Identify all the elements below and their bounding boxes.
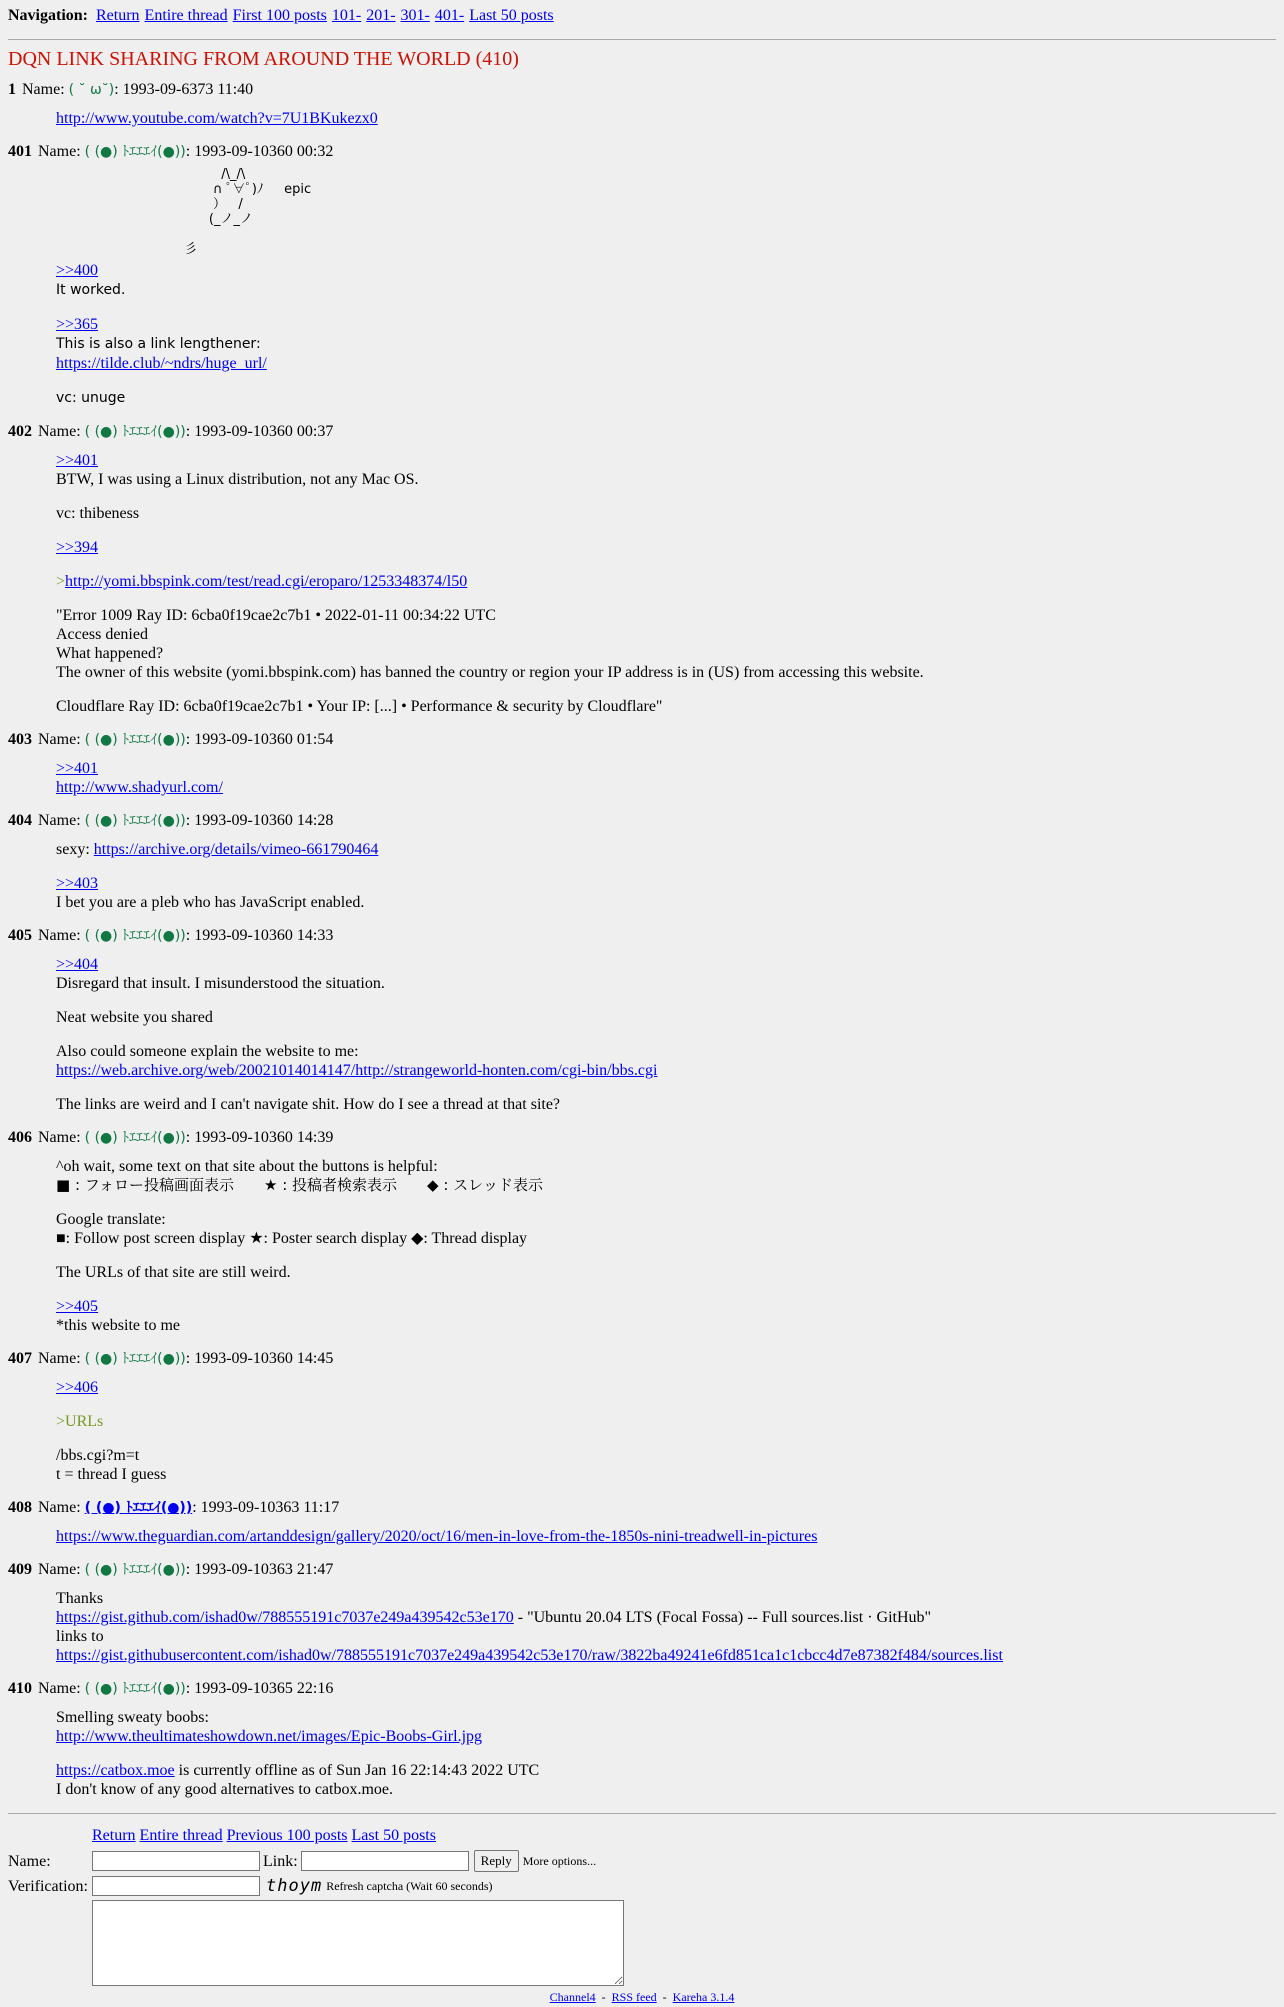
post-text: *this website to me [56, 1317, 180, 1334]
name-label: Name: [22, 81, 65, 98]
top-navigation [8, 6, 1276, 26]
reply-form [8, 1826, 1276, 1986]
name-label: Name: [38, 423, 81, 440]
name-label: Name: [38, 927, 81, 944]
post-text: sexy: [56, 841, 94, 858]
post-403 [8, 730, 1276, 797]
nav-label: Navigation: [8, 7, 88, 24]
post-paragraph [56, 1378, 1276, 1397]
post-407 [8, 1349, 1276, 1484]
name-label: Name: [38, 1499, 81, 1516]
post-paragraph [56, 1008, 1276, 1027]
reply-entire-thread-link[interactable]: Entire thread [139, 1827, 223, 1844]
post-link[interactable]: http://yomi.bbspink.com/test/read.cgi/eroparo/1253348374/l50 [65, 573, 468, 590]
footer-rss-link[interactable]: RSS feed [611, 1990, 657, 2004]
post-header [8, 730, 1276, 750]
post-text: The links are weird and I can't navigate shit. How do I see a thread at that site? [56, 1096, 561, 1113]
post-paragraph [56, 261, 1276, 300]
post-number: 407 [8, 1350, 32, 1367]
refresh-captcha-text[interactable]: Refresh captcha (Wait 60 seconds) [326, 1878, 493, 1893]
name-label: Name: [38, 812, 81, 829]
post-body [56, 955, 1276, 1114]
link-input[interactable] [301, 1851, 469, 1871]
reply-quote-link[interactable]: >>400 [56, 262, 99, 279]
post-text: Disregard that insult. I misunderstood the situation. [56, 975, 385, 992]
post-text: vc: unuge [56, 390, 126, 406]
post-paragraph [56, 504, 1276, 523]
post-text: Smelling sweaty boobs: [56, 1709, 209, 1726]
greentext-quote: >URLs [56, 1413, 104, 1430]
post-header [8, 422, 1276, 442]
divider [8, 39, 1276, 40]
post-text: Also could someone explain the website to me: [56, 1043, 359, 1060]
post-date: : 1993-09-10360 14:45 [185, 1350, 334, 1367]
post-text: - "Ubuntu 20.04 LTS (Focal Fossa) -- Full sources.list · GitHub" [513, 1609, 932, 1626]
divider [8, 1813, 1276, 1814]
verification-label: Verification: [8, 1877, 88, 1895]
name-label: Name: [38, 143, 81, 160]
post-paragraph [56, 840, 1276, 859]
post-date: : 1993-09-10363 21:47 [185, 1561, 334, 1578]
post-text: I don't know of any good alternatives to catbox.moe. [56, 1781, 394, 1798]
post-date: : 1993-09-10360 14:39 [185, 1129, 334, 1146]
post-body [56, 451, 1276, 716]
reply-quote-link[interactable]: >>401 [56, 760, 99, 777]
nav-401-link[interactable]: 401- [434, 7, 465, 24]
post-paragraph [56, 451, 1276, 489]
post-body [56, 1527, 1276, 1546]
reply-quote-link[interactable]: >>406 [56, 1379, 99, 1396]
post-409 [8, 1560, 1276, 1665]
post-text: vc: thibeness [56, 505, 140, 522]
post-number: 409 [8, 1561, 32, 1578]
post-header [8, 1560, 1276, 1580]
reply-quote-link[interactable]: >>405 [56, 1298, 99, 1315]
post-link[interactable]: https://www.theguardian.com/artanddesign/gallery/2020/oct/16/men-in-love-from-the-1850s-nini-treadwell-in-pictures [56, 1528, 818, 1545]
poster-name: ( (●) ﾄｴｴｴｲ(●)) [84, 1562, 186, 1578]
post-body [56, 759, 1276, 797]
poster-name: ( (●) ﾄｴｴｴｲ(●)) [84, 424, 186, 440]
post-text: The owner of this website (yomi.bbspink.com) has banned the country or region your IP address is in (US) from accessing this website. [56, 664, 924, 681]
post-body [56, 840, 1276, 912]
post-408 [8, 1498, 1276, 1546]
post-link[interactable]: https://archive.org/details/vimeo-661790464 [93, 841, 379, 858]
name-label: Name: [38, 731, 81, 748]
post-date: : 1993-09-10360 00:37 [185, 423, 334, 440]
post-header [8, 142, 1276, 162]
footer-separator: - [601, 1990, 606, 2004]
name-label: Name: [38, 1129, 81, 1146]
nav-last-50-link[interactable]: Last 50 posts [469, 7, 554, 24]
greentext-marker: > [56, 573, 66, 590]
nav-201-link[interactable]: 201- [366, 7, 396, 24]
post-paragraph [56, 1263, 1276, 1282]
reply-last-50-link[interactable]: Last 50 posts [351, 1827, 436, 1844]
post-body [56, 1378, 1276, 1484]
post-text: Cloudflare Ray ID: 6cba0f19cae2c7b1 • Your IP: [...] • Performance & security by Cloudflare" [56, 698, 663, 715]
post-number: 405 [8, 927, 32, 944]
post-text: ■ : フォロー投稿画面表示 ★ : 投稿者検索表示 ◆ : スレッド表示 [56, 1176, 544, 1194]
post-text: Google translate: [56, 1211, 166, 1228]
comment-textarea[interactable] [92, 1900, 624, 1986]
post-text: I bet you are a pleb who has JavaScript enabled. [56, 894, 365, 911]
name-label: Name: [38, 1561, 81, 1578]
post-number: 401 [8, 143, 32, 160]
post-paragraph [56, 1761, 1276, 1799]
post-406 [8, 1128, 1276, 1335]
post-text: Neat website you shared [56, 1009, 213, 1026]
post-header [8, 1679, 1276, 1699]
post-paragraph [56, 1446, 1276, 1484]
post-text: BTW, I was using a Linux distribution, not any Mac OS. [56, 471, 419, 488]
reply-button[interactable]: Reply [474, 1850, 519, 1872]
reply-quote-link[interactable]: >>365 [56, 316, 99, 333]
verification-row [8, 1876, 1276, 1896]
captcha-input[interactable] [92, 1876, 260, 1896]
reply-return-link[interactable]: Return [92, 1827, 136, 1844]
poster-name: ( (●) ﾄｴｴｴｲ(●)) [84, 732, 186, 748]
post-number: 402 [8, 423, 32, 440]
post-text: What happened? [56, 645, 164, 662]
post-link[interactable]: https://web.archive.org/web/20021014014147/http://strangeworld-honten.com/cgi-bin/bbs.cgi [56, 1062, 658, 1079]
post-paragraph [56, 697, 1276, 716]
poster-name: ( (●) ﾄｴｴｴｲ(●)) [84, 928, 186, 944]
post-link[interactable]: http://www.youtube.com/watch?v=7U1BKukezx0 [56, 110, 378, 127]
post-text: It worked. [56, 282, 126, 298]
post-404 [8, 811, 1276, 912]
post-410 [8, 1679, 1276, 1799]
footer-kareha-link[interactable]: Kareha 3.1.4 [672, 1990, 735, 2004]
reply-quote-link[interactable]: >>404 [56, 956, 99, 973]
post-body [56, 167, 1276, 408]
nav-301-link[interactable]: 301- [400, 7, 430, 24]
post-date: : 1993-09-10363 11:17 [192, 1499, 340, 1516]
post-paragraph [56, 315, 1276, 373]
poster-name: ( (●) ﾄｴｴｴｲ(●)) [84, 1130, 186, 1146]
post-date: : 1993-09-10360 00:32 [185, 143, 334, 160]
name-input[interactable] [92, 1851, 260, 1871]
nav-101-link[interactable]: 101- [331, 7, 362, 24]
post-body [56, 109, 1276, 128]
post-405 [8, 926, 1276, 1114]
post-paragraph [56, 1210, 1276, 1248]
thread-title: DQN LINK SHARING FROM AROUND THE WORLD (410) [8, 48, 519, 70]
post-paragraph [56, 606, 1276, 682]
post-link[interactable]: http://www.theultimateshowdown.net/images/Epic-Boobs-Girl.jpg [56, 1728, 483, 1745]
post-date: : 1993-09-10360 14:28 [185, 812, 334, 829]
post-text: links to [56, 1628, 104, 1645]
post-402 [8, 422, 1276, 716]
post-date: : 1993-09-10360 14:33 [185, 927, 334, 944]
poster-name: ( (●) ﾄｴｴｴｲ(●)) [84, 144, 186, 160]
post-paragraph [56, 1412, 1276, 1431]
post-link[interactable]: http://www.shadyurl.com/ [56, 779, 223, 796]
footer-separator: - [662, 1990, 667, 2004]
post-number: 408 [8, 1499, 32, 1516]
post-link[interactable]: https://gist.github.com/ishad0w/788555191c7037e249a439542c53e170 [56, 1609, 514, 1626]
post-header [8, 811, 1276, 831]
post-paragraph [56, 572, 1276, 591]
poster-name: ( ˘ ω˘) [68, 82, 115, 98]
post-1 [8, 80, 1276, 128]
post-text: t = thread I guess [56, 1466, 167, 1483]
post-text: The URLs of that site are still weird. [56, 1264, 291, 1281]
nav-first-100-link[interactable]: First 100 posts [232, 7, 327, 24]
poster-name: ( (●) ﾄｴｴｴｲ(●)) [84, 1351, 186, 1367]
post-text: Access denied [56, 626, 148, 643]
ascii-art: /\_/\ ∩ ﾟ∀ﾟ)ﾉ epic ） / (_ノ_ノ 彡 [184, 167, 312, 257]
post-paragraph [56, 538, 1276, 557]
post-number: 404 [8, 812, 32, 829]
post-date: : 1993-09-10365 22:16 [185, 1680, 334, 1697]
post-paragraph [56, 955, 1276, 993]
post-number: 406 [8, 1129, 32, 1146]
footer-channel4-link[interactable]: Channel4 [549, 1990, 596, 2004]
reply-navigation [92, 1826, 1276, 1846]
post-paragraph [56, 1095, 1276, 1114]
post-text: This is also a link lengthener: [56, 336, 261, 352]
post-body [56, 1589, 1276, 1665]
post-body [56, 1157, 1276, 1335]
name-row [8, 1850, 1276, 1872]
post-link[interactable]: https://catbox.moe [56, 1762, 175, 1779]
post-header [8, 1128, 1276, 1148]
post-text: /bbs.cgi?m=t [56, 1447, 140, 1464]
captcha-image[interactable]: thoym [266, 1875, 323, 1896]
poster-name: ( (●) ﾄｴｴｴｲ(●)) [84, 1681, 186, 1697]
post-text: ■: Follow post screen display ★: Poster search display ◆: Thread display [56, 1230, 528, 1247]
post-text: Thanks [56, 1590, 104, 1607]
post-body [56, 1708, 1276, 1799]
reply-quote-link[interactable]: >>403 [56, 875, 99, 892]
name-field-label: Name: [8, 1852, 51, 1870]
post-number: 410 [8, 1680, 32, 1697]
name-label: Name: [38, 1350, 81, 1367]
post-text: "Error 1009 Ray ID: 6cba0f19cae2c7b1 • 2022-01-11 00:34:22 UTC [56, 607, 496, 624]
post-number: 403 [8, 731, 32, 748]
reply-quote-link[interactable]: >>401 [56, 452, 99, 469]
post-text: is currently offline as of Sun Jan 16 22:14:43 2022 UTC [174, 1762, 540, 1779]
nav-entire-thread-link[interactable]: Entire thread [144, 7, 228, 24]
post-paragraph [56, 1708, 1276, 1746]
post-header [8, 80, 1276, 100]
post-paragraph [56, 1297, 1276, 1335]
post-header [8, 1349, 1276, 1369]
footer [8, 1988, 1276, 2007]
post-paragraph [56, 1042, 1276, 1080]
post-401 [8, 142, 1276, 408]
post-link[interactable]: https://tilde.club/~ndrs/huge_url/ [56, 355, 267, 372]
reply-previous-100-link[interactable]: Previous 100 posts [226, 1827, 348, 1844]
poster-name: ( (●) ﾄｴｴｴｲ(●)) [84, 813, 186, 829]
post-date: : 1993-09-6373 11:40 [114, 81, 254, 98]
post-header [8, 1498, 1276, 1518]
nav-return-link[interactable]: Return [96, 7, 140, 24]
poster-name-link[interactable]: ( (●) ﾄｴｴｴｲ(●)) [84, 1500, 193, 1516]
more-options-toggle[interactable]: More options... [522, 1853, 597, 1868]
post-paragraph [56, 874, 1276, 912]
post-paragraph [56, 1157, 1276, 1195]
post-text: ^oh wait, some text on that site about the buttons is helpful: [56, 1158, 438, 1175]
post-paragraph [56, 388, 1276, 408]
post-link[interactable]: https://gist.githubusercontent.com/ishad0w/788555191c7037e249a439542c53e170/raw/3822ba49241e6fd851ca1c1cbcc4d7e87382f484/sources.list [56, 1647, 1003, 1664]
post-number: 1 [8, 81, 16, 98]
name-label: Name: [38, 1680, 81, 1697]
post-date: : 1993-09-10360 01:54 [185, 731, 334, 748]
post-header [8, 926, 1276, 946]
reply-quote-link[interactable]: >>394 [56, 539, 99, 556]
link-field-label: Link: [263, 1852, 298, 1870]
